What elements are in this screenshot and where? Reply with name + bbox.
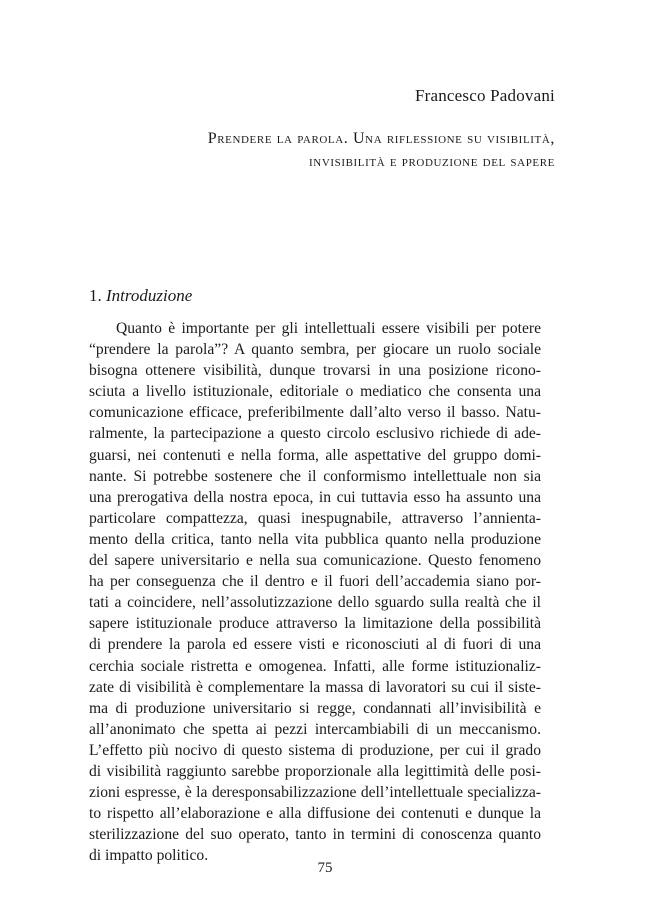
chapter-title-line: Prendere la parola. Una riflessione su visibilità, bbox=[207, 130, 555, 147]
text-line: bisogna ottenere visibilità, dunque trovarsi in una posizione ricono- bbox=[89, 362, 541, 380]
text-line: Quanto è importante per gli intellettuali essere visibili per potere bbox=[116, 320, 541, 337]
section-heading bbox=[89, 286, 192, 306]
text-line: guarsi, nei contenuti e nella forma, alle aspettative del gruppo domi- bbox=[89, 446, 541, 464]
text-line: di prendere la parola ed essere visti e riconosciuti al di fuori di una bbox=[89, 636, 541, 654]
text-line: “prendere la parola”? A quanto sembra, per giocare un ruolo sociale bbox=[89, 341, 541, 359]
text-line: di visibilità raggiunto sarebbe proporzionale alla legittimità delle posi- bbox=[89, 762, 541, 780]
text-line: to rispetto all’elaborazione e alla diffusione dei contenuti e dunque la bbox=[89, 805, 541, 823]
author-name: Francesco Padovani bbox=[414, 86, 555, 105]
text-line: ralmente, la partecipazione a questo circolo esclusivo richiede di ade- bbox=[89, 425, 541, 443]
text-line: L’effetto più nocivo di questo sistema di produzione, per cui il grado bbox=[89, 741, 541, 759]
text-line: mento della critica, tanto nella vita pubblica quanto nella produzione bbox=[89, 530, 541, 548]
text-line: sapere istituzionale produce attraverso la limitazione della possibilità bbox=[89, 615, 541, 633]
section-title: Introduzione bbox=[106, 286, 193, 305]
text-line: comunicazione efficace, preferibilmente dall’alto verso il basso. Natu- bbox=[89, 404, 541, 422]
text-line: sterilizzazione del suo operato, tanto in termini di conoscenza quanto bbox=[89, 826, 541, 844]
section-number: 1. bbox=[89, 286, 102, 305]
text-line: di impatto politico. bbox=[89, 847, 209, 865]
text-line: sciuta a livello istituzionale, editoriale o mediatico che consenta una bbox=[89, 383, 541, 401]
text-line: cerchia sociale ristretta e omogenea. Infatti, alle forme istituzionaliz- bbox=[89, 657, 541, 675]
text-line: tati a coincidere, nell’assolutizzazione dello sguardo sulla realtà che il bbox=[89, 594, 541, 612]
body-paragraph bbox=[89, 318, 541, 866]
page-number: 75 bbox=[317, 860, 333, 876]
text-line: nante. Si potrebbe sostenere che il conformismo intellettuale non sia bbox=[89, 467, 541, 485]
chapter-title bbox=[75, 127, 555, 173]
text-line: ma di produzione universitario si regge, condannati all’invisibilità e bbox=[89, 699, 541, 717]
text-line: ha per conseguenza che il dentro e il fuori dell’accademia siano por- bbox=[89, 573, 541, 591]
text-line: zioni espresse, è la deresponsabilizzazione dell’intellettuale specializza- bbox=[89, 784, 541, 802]
text-line: particolare compattezza, quasi inespugnabile, attraverso l’annienta- bbox=[89, 509, 541, 527]
chapter-title-line: invisibilità e produzione del sapere bbox=[309, 153, 555, 170]
text-line: zate di visibilità è complementare la massa di lavoratori su cui il siste- bbox=[89, 678, 541, 696]
text-line: all’anonimato che spetta ai pezzi intercambiabili di un meccanismo. bbox=[89, 720, 541, 738]
text-line: una prerogativa della nostra epoca, in cui tuttavia esso ha assunto una bbox=[89, 488, 541, 506]
text-line: del sapere universitario e nella sua comunicazione. Questo fenomeno bbox=[89, 552, 541, 570]
